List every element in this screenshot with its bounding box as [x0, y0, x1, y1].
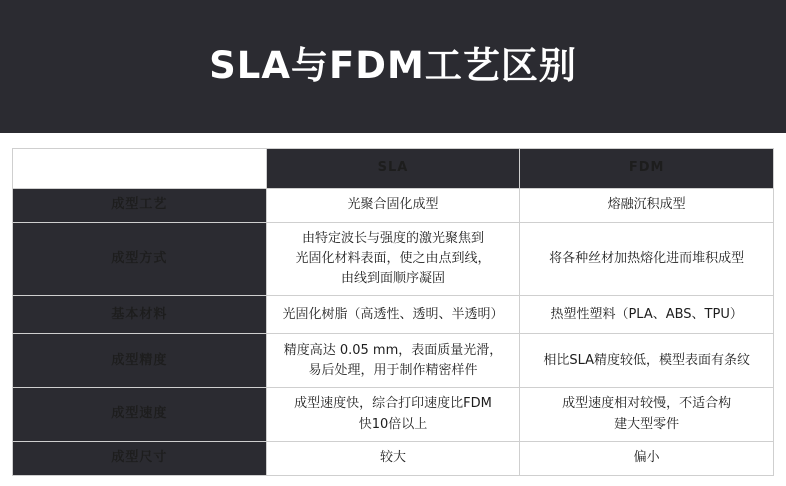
cell-precision-fdm	[520, 334, 774, 388]
table-row	[13, 334, 774, 388]
cell-text-line: 快10倍以上	[358, 416, 428, 432]
cell-text-line: 熔融沉积成型	[607, 197, 686, 213]
cell-text-line: 将各种丝材加热熔化进而堆积成型	[549, 251, 745, 267]
cell-text-line: 较大	[379, 450, 406, 466]
table-row	[13, 441, 774, 475]
row-label-material: 基本材料	[13, 296, 267, 334]
column-header-sla: SLA	[266, 149, 520, 189]
cell-method-fdm	[520, 223, 774, 296]
cell-method-sla	[266, 223, 520, 296]
cell-text-line: 建大型零件	[614, 416, 680, 432]
cell-process-fdm	[520, 189, 774, 223]
comparison-table-container	[0, 133, 786, 476]
cell-size-sla	[266, 441, 520, 475]
cell-text-line: 光固化树脂（高透性、透明、半透明）	[282, 306, 504, 322]
table-header-row	[13, 149, 774, 189]
cell-text-line: 偏小	[633, 450, 660, 466]
page-title: SLA与FDM工艺区别	[209, 44, 577, 88]
cell-speed-fdm	[520, 388, 774, 441]
cell-text-line: 热塑性塑料（PLA、ABS、TPU）	[550, 306, 743, 322]
table-row	[13, 223, 774, 296]
cell-text-line: 易后处理，用于制作精密样件	[308, 362, 478, 378]
row-label-precision: 成型精度	[13, 334, 267, 388]
table-row	[13, 189, 774, 223]
column-header-fdm: FDM	[520, 149, 774, 189]
row-label-speed: 成型速度	[13, 388, 267, 441]
cell-text-line: 光聚合固化成型	[347, 197, 439, 213]
comparison-table	[12, 148, 774, 476]
table-row	[13, 388, 774, 441]
row-label-size: 成型尺寸	[13, 441, 267, 475]
row-label-process: 成型工艺	[13, 189, 267, 223]
cell-material-fdm	[520, 296, 774, 334]
cell-text-line: 相比SLA精度较低，模型表面有条纹	[543, 352, 750, 368]
cell-text-line: 由线到面顺序凝固	[340, 271, 445, 287]
cell-process-sla	[266, 189, 520, 223]
cell-size-fdm	[520, 441, 774, 475]
cell-material-sla	[266, 296, 520, 334]
cell-text-line: 精度高达 0.05 mm，表面质量光滑，	[283, 342, 503, 358]
row-label-method: 成型方式	[13, 223, 267, 296]
table-row	[13, 296, 774, 334]
table-corner-cell	[13, 149, 267, 189]
cell-text-line: 成型速度快，综合打印速度比FDM	[294, 396, 492, 412]
cell-speed-sla	[266, 388, 520, 441]
cell-precision-sla	[266, 334, 520, 388]
cell-text-line: 成型速度相对较慢，不适合构	[562, 396, 732, 412]
header-banner	[0, 0, 786, 133]
cell-text-line: 光固化材料表面，使之由点到线，	[295, 251, 491, 267]
table-body	[13, 149, 774, 476]
cell-text-line: 由特定波长与强度的激光聚焦到	[301, 231, 484, 246]
